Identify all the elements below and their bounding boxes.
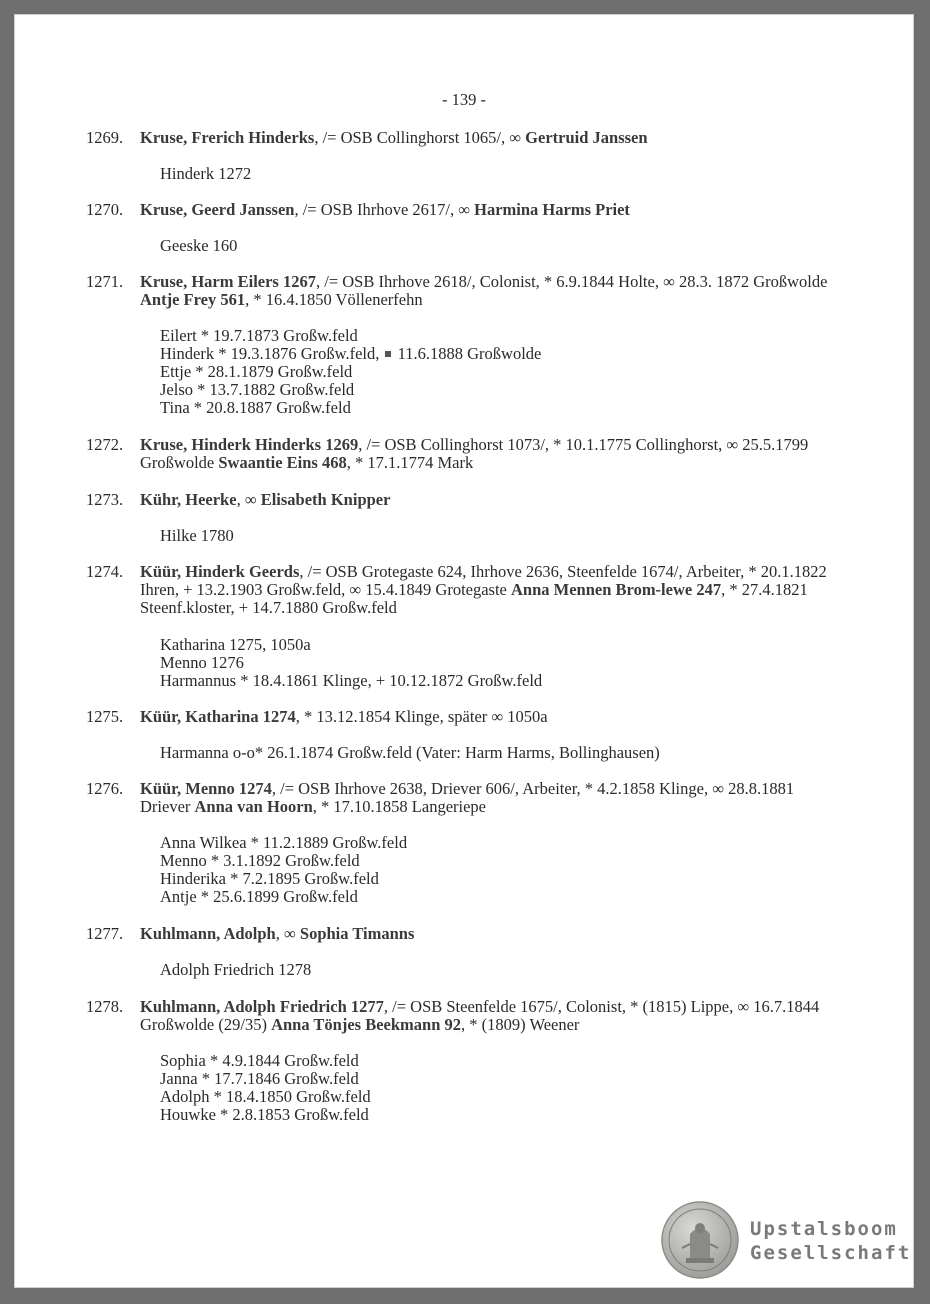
entry-text: , * 17.1.1774 Mark [346, 453, 474, 472]
person-name: Kuhlmann, Adolph Friedrich 1277 [140, 997, 384, 1016]
entry-text: , /= OSB Ihrhove 2617/, ∞ [294, 200, 475, 219]
child-line: Tina * 20.8.1887 Großw.feld [160, 398, 351, 417]
society-line-1: Upstalsboom [750, 1218, 898, 1240]
children-1269 [160, 165, 860, 183]
person-name: Kuhlmann, Adolph [140, 924, 276, 943]
child-line: Antje * 25.6.1899 Großw.feld [160, 887, 358, 906]
spouse-name: Sophia Timanns [299, 924, 415, 943]
spouse-name: Swaantie Eins 468 [218, 453, 347, 472]
child-line: Menno 1276 [160, 653, 244, 672]
seal-icon [660, 1200, 740, 1280]
child-line: Harmanna o-o* 26.1.1874 Großw.feld (Vater: Harm Harms, Bollinghausen) [160, 743, 660, 762]
child-line: Jelso * 13.7.1882 Großw.feld [160, 380, 355, 399]
entry-number: 1277. [86, 924, 124, 943]
entry-1273 [86, 491, 846, 509]
child-line: Anna Wilkea * 11.2.1889 Großw.feld [160, 833, 408, 852]
society-line-2: Gesellschaft [750, 1242, 912, 1264]
child-line: Adolph * 18.4.1850 Großw.feld [160, 1087, 371, 1106]
spouse-name: Antje Frey 561 [140, 290, 246, 309]
child-line: Sophia * 4.9.1844 Großw.feld [160, 1051, 359, 1070]
document-page [14, 14, 914, 1288]
person-name: Kruse, Geerd Janssen [140, 200, 295, 219]
death-square-icon [385, 351, 391, 357]
child-line: Geeske 160 [160, 236, 238, 255]
spouse-name: Anna van Hoorn [194, 797, 313, 816]
entry-number: 1272. [86, 435, 124, 454]
entry-number: 1278. [86, 997, 124, 1016]
child-line: Ettje * 28.1.1879 Großw.feld [160, 362, 353, 381]
entry-number: 1271. [86, 272, 124, 291]
person-name: Küür, Hinderk Geerds [140, 562, 300, 581]
child-line: Adolph Friedrich 1278 [160, 960, 312, 979]
person-name: Kruse, Frerich Hinderks [140, 128, 315, 147]
entry-text: , /= OSB Ihrhove 2638, Driever 606/, Arbeiter, * 4.2.1858 Klinge, ∞ 28.8.1881 Driever [140, 779, 795, 816]
person-name: Kruse, Harm Eilers 1267 [140, 272, 316, 291]
entry-text: , /= OSB Collinghorst 1073/, * 10.1.1775 Collinghorst, ∞ 25.5.1799 Großwolde [140, 435, 809, 472]
entry-text: , ∞ [236, 490, 261, 509]
entry-text: , * 27.4.1821 Steenf.kloster, + 14.7.1880 Großw.feld [140, 580, 808, 617]
entry-1276 [86, 780, 846, 816]
entry-text: , /= OSB Grotegaste 624, Ihrhove 2636, Steenfelde 1674/, Arbeiter, * 20.1.1822 Ihren, + 13.2.1903 Großw.feld, ∞ 15.4.1849 Grotegaste [140, 562, 827, 599]
person-name: Kruse, Hinderk Hinderks 1269 [140, 435, 359, 454]
entry-number: 1275. [86, 707, 124, 726]
entry-number: 1270. [86, 200, 124, 219]
children-1273 [160, 527, 860, 545]
entry-text: , * 16.4.1850 Völlenerfehn [245, 290, 423, 309]
spouse-name: Elisabeth Knipper [260, 490, 391, 509]
entry-1275 [86, 708, 846, 726]
entry-text: , * (1809) Weener [461, 1015, 580, 1034]
children-1270 [160, 237, 860, 255]
spouse-name: Anna Tönjes Beekmann 92 [271, 1015, 462, 1034]
child-line: Eilert * 19.7.1873 Großw.feld [160, 326, 358, 345]
entry-number: 1273. [86, 490, 124, 509]
spouse-name: Harmina Harms Priet [474, 200, 630, 219]
child-line: Hinderk 1272 [160, 164, 252, 183]
entry-1271 [86, 273, 846, 309]
child-line: Harmannus * 18.4.1861 Klinge, + 10.12.1872 Großw.feld [160, 671, 543, 690]
entry-text: , /= OSB Steenfelde 1675/, Colonist, * (1815) Lippe, ∞ 16.7.1844 Großwolde (29/35) [140, 997, 820, 1034]
entry-1277 [86, 925, 846, 943]
entry-number: 1274. [86, 562, 124, 581]
spouse-name: Gertruid Janssen [525, 128, 648, 147]
entry-1272 [86, 436, 846, 472]
children-1274 [160, 636, 860, 690]
entry-text: , * 13.12.1854 Klinge, später ∞ 1050a [295, 707, 548, 726]
page-number: - 139 - [442, 90, 486, 109]
society-name [750, 1217, 911, 1265]
entry-1269 [86, 129, 846, 147]
entry-text: , /= OSB Collinghorst 1065/, ∞ [314, 128, 526, 147]
child-line: Menno * 3.1.1892 Großw.feld [160, 851, 360, 870]
entry-text: , ∞ [275, 924, 300, 943]
person-name: Küür, Menno 1274 [140, 779, 272, 798]
children-1278 [160, 1052, 860, 1124]
entry-1270 [86, 201, 846, 219]
entry-1274 [86, 563, 846, 617]
child-line: Katharina 1275, 1050a [160, 635, 311, 654]
entry-text: , /= OSB Ihrhove 2618/, Colonist, * 6.9.1844 Holte, ∞ 28.3. 1872 Großwolde [315, 272, 828, 291]
child-line: Hilke 1780 [160, 526, 234, 545]
entry-number: 1269. [86, 128, 124, 147]
entry-number: 1276. [86, 779, 124, 798]
entry-text: , * 17.10.1858 Langeriepe [312, 797, 486, 816]
child-line: Houwke * 2.8.1853 Großw.feld [160, 1105, 369, 1124]
spouse-name: Anna Mennen Brom-lewe 247 [511, 580, 722, 599]
child-line: Hinderika * 7.2.1895 Großw.feld [160, 869, 379, 888]
children-1277 [160, 961, 860, 979]
person-name: Küür, Katharina 1274 [140, 707, 296, 726]
child-line: Hinderk * 19.3.1876 Großw.feld, 11.6.1888 Großwolde [160, 344, 542, 363]
person-name: Kühr, Heerke [140, 490, 237, 509]
entry-1278 [86, 998, 846, 1034]
child-line: Janna * 17.7.1846 Großw.feld [160, 1069, 359, 1088]
children-1275 [160, 744, 860, 762]
children-1271 [160, 327, 860, 417]
children-1276 [160, 834, 860, 906]
